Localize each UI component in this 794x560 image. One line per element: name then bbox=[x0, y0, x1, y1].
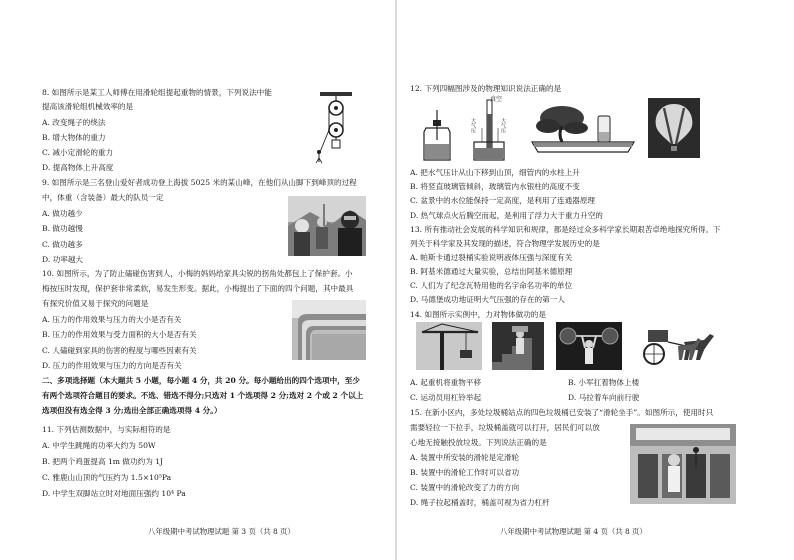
carrying-upstairs-photo bbox=[492, 322, 544, 370]
q14-option-a: A. 起重机将重物平移 bbox=[410, 378, 482, 387]
q12-option-d: D. 热气球点火后腾空而起，是利用了浮力大于重力升空的 bbox=[410, 211, 603, 220]
q9-stem-line-2: 中，体重（含装备）最大的队员一定 bbox=[42, 193, 164, 202]
water-barometer-figure bbox=[418, 110, 456, 162]
horse-cart-figure bbox=[638, 320, 718, 370]
mountain-climbers-photo bbox=[288, 196, 366, 256]
q15-option-c: C. 装置中的滑轮改变了力的方向 bbox=[410, 483, 520, 492]
left-page-footer: 八年级期中考试物理试题 第 3 页（共 8 页） bbox=[148, 527, 295, 536]
q8-option-c: C. 减小定滑轮的重力 bbox=[42, 148, 114, 157]
q15-stem-line-1: 15. 在新小区内，多处垃圾桶站点的四色垃圾桶已安装了“滑轮坐手”。如图所示，使用时只 bbox=[410, 408, 714, 417]
q11-stem: 11. 下列估测数据中，与实际相符的是 bbox=[42, 425, 171, 434]
q14-option-d: D. 马拉着车向前行驶 bbox=[568, 393, 640, 402]
q9-option-c: C. 做功越多 bbox=[42, 240, 83, 249]
q10-stem-line-1: 10. 如图所示，为了防止磕碰伤害到人，小梅的妈妈给家具尖锐的拐角处都包上了保护套。小 bbox=[42, 269, 353, 278]
q11-option-d: D. 中学生双脚站立时对地面压强约 10⁴ Pa bbox=[42, 489, 186, 498]
q12-option-b: B. 将竖直玻璃管倾斜，玻璃管内水银柱的高度不变 bbox=[410, 182, 580, 191]
q9-stem-line-1: 9. 如图所示是三名登山爱好者成功登上海拔 5025 米的某山峰，在他们从山脚下到峰顶的过程 bbox=[42, 178, 357, 187]
q15-stem-line-2: 需要轻拉一下拉手，垃圾桶盖就可以打开，居民们可以放 bbox=[410, 423, 600, 432]
q8-option-a: A. 改变绳子的绕法 bbox=[42, 118, 106, 127]
q10-stem-line-2: 梅按压时发现，保护套非常柔软，易发生形变。据此，小梅提出了下面的四个问题，其中最具 bbox=[42, 284, 354, 293]
q8-option-b: B. 增大物体的重力 bbox=[42, 133, 106, 142]
q13-option-b: B. 阿基米德通过大量实验，总结出阿基米德原理 bbox=[410, 267, 573, 276]
crane-photo bbox=[416, 322, 482, 370]
q15-stem-line-3: 心地无接触投放垃圾。下列说法正确的是 bbox=[410, 438, 547, 447]
q14-options-row-1 bbox=[410, 378, 639, 388]
q8-stem-line-2: 提高该滑轮组机械效率的是 bbox=[42, 102, 134, 111]
q13-stem-line-1: 13. 所有推动社会发展的科学知识和规律，都是经过众多科学家长期艰苦卓绝地探究所得。下 bbox=[410, 225, 721, 234]
weightlifter-photo bbox=[556, 322, 622, 370]
air-pressure-label-right: 大气压 bbox=[500, 118, 506, 133]
q13-option-c: C. 人们为了纪念瓦特用他的名字命名功率的单位 bbox=[410, 281, 573, 290]
right-page-footer: 八年级期中考试物理试题 第 4 页（共 8 页） bbox=[500, 527, 647, 536]
q15-option-a: A. 装置中所安装的滑轮是定滑轮 bbox=[410, 453, 520, 462]
q15-option-d: D. 绳子拉起桶盖时，桶盖可视为省力杠杆 bbox=[410, 498, 550, 507]
q14-options-row-2 bbox=[410, 393, 639, 403]
hot-air-balloon-photo bbox=[648, 98, 700, 158]
vacuum-label: 真空 bbox=[490, 96, 503, 103]
q8-option-d: D. 提高物体上升高度 bbox=[42, 163, 114, 172]
q14-option-c: C. 运动员用杠铃举起 bbox=[410, 393, 482, 402]
q9-option-b: B. 做功越慢 bbox=[42, 224, 83, 233]
left-page bbox=[30, 0, 392, 560]
q10-option-a: A. 压力的作用效果与压力的大小是否有关 bbox=[42, 315, 182, 324]
q12-option-c: C. 盆景中的水位能保持一定高度，是利用了连通器原理 bbox=[410, 196, 596, 205]
q10-option-b: B. 压力的作用效果与受力面积的大小是否有关 bbox=[42, 330, 197, 339]
multi-choice-section-line-3: 选项但没有选全得 3 分;选出全部正确选项得 4 分。） bbox=[42, 406, 222, 415]
air-pressure-label-left: 大气压 bbox=[470, 118, 476, 133]
q10-option-c: C. 人磕碰到家具的伤害的程度与哪些因素有关 bbox=[42, 346, 197, 355]
q10-stem-line-3: 有探究价值又易于探究的问题是 bbox=[42, 299, 149, 308]
q14-option-b: B. 小军扛着物体上楼 bbox=[568, 378, 640, 387]
q8-stem-line-1: 8. 如图所示是某工人师傅在用滑轮组提起重物的情景，下列说法中能 bbox=[42, 88, 272, 97]
q9-option-a: A. 做功越少 bbox=[42, 209, 83, 218]
q11-option-a: A. 中学生跳绳的功率大约为 50W bbox=[42, 441, 156, 450]
multi-choice-section-line-1: 二、多项选择题（本大题共 5 小题，每小题 4 分，共 20 分。每小题给出的四个选项中，至少 bbox=[42, 376, 360, 385]
q11-option-c: C. 雅鹿山山顶的气压约为 1.5×10⁵Pa bbox=[42, 473, 172, 482]
q13-option-a: A. 帕斯卡通过裂桶实验说明液体压强与深度有关 bbox=[410, 253, 573, 262]
bonsai-planter-figure bbox=[528, 102, 638, 158]
q10-option-d: D. 压力的作用效果与压力的方向是否有关 bbox=[42, 361, 182, 370]
q14-stem: 14. 如图所示实例中，力对物体做功的是 bbox=[410, 310, 546, 319]
trash-bin-station-photo bbox=[630, 424, 736, 504]
multi-choice-section-line-2: 有两个选项符合题目的要求。不选、错选不得分;只选对 1 个选项得 2 分;选对 2 个或 2 个以上 bbox=[42, 391, 364, 400]
page-fold bbox=[395, 0, 397, 560]
q13-stem-line-2: 列关于科学家及其发现的描述，符合物理学发展历史的是 bbox=[410, 239, 600, 248]
q13-option-d: D. 马德堡成功地证明大气压强的存在的第一人 bbox=[410, 295, 565, 304]
right-page bbox=[404, 0, 774, 560]
pulley-block-figure bbox=[316, 92, 356, 164]
q12-stem: 12. 下列四幅图涉及的物理知识说法正确的是 bbox=[410, 84, 562, 93]
corner-protector-photo bbox=[292, 300, 366, 360]
q11-option-b: B. 把两个鸡蛋提高 1m 做功约为 1J bbox=[42, 457, 164, 466]
q12-option-a: A. 把水气压计从山下移到山顶，细管内的水柱上升 bbox=[410, 168, 580, 177]
q9-option-d: D. 功率越大 bbox=[42, 255, 84, 264]
q15-option-b: B. 装置中的滑轮工作时可以省功 bbox=[410, 468, 520, 477]
